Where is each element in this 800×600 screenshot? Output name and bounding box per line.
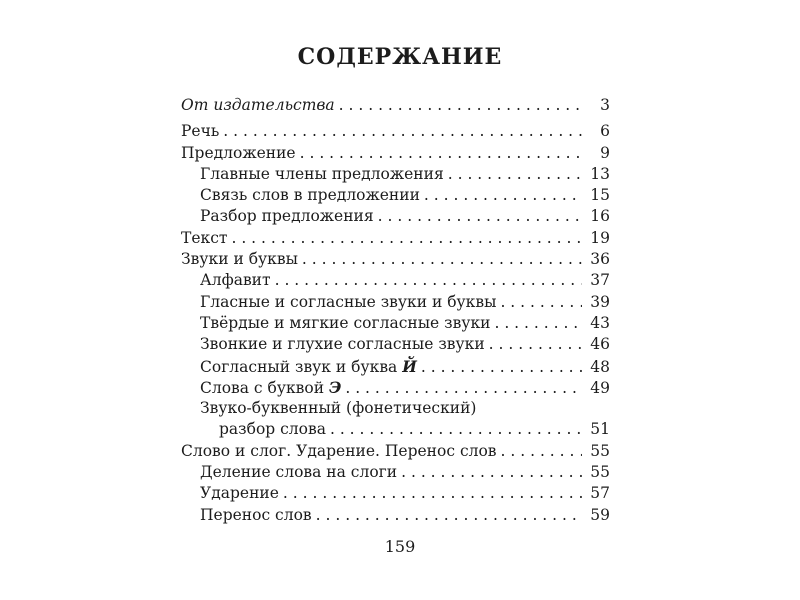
toc-entry bbox=[181, 334, 610, 355]
toc-entry bbox=[181, 249, 610, 270]
toc-entry-label: Разбор предложения bbox=[200, 207, 374, 226]
toc-entry bbox=[181, 377, 610, 398]
toc-entry-page: 37 bbox=[590, 271, 610, 290]
dot-leader bbox=[316, 505, 582, 526]
toc-entry bbox=[181, 206, 610, 227]
toc-entry-page: 6 bbox=[600, 122, 610, 141]
dot-leader bbox=[500, 292, 582, 313]
toc-entry-page: 59 bbox=[590, 505, 610, 524]
toc-entry-label: Главные члены предложения bbox=[200, 164, 444, 183]
toc-entry bbox=[181, 270, 610, 291]
toc-entry-label: Ударение bbox=[200, 484, 279, 503]
contents-title: СОДЕРЖАНИЕ bbox=[297, 44, 503, 70]
dot-leader bbox=[501, 441, 582, 462]
toc-entry bbox=[181, 95, 610, 116]
dot-leader bbox=[345, 378, 582, 399]
dot-leader bbox=[448, 164, 582, 185]
toc-entry-label: Звонкие и глухие согласные звуки bbox=[200, 335, 485, 354]
toc-entry-label bbox=[200, 377, 341, 399]
dot-leader bbox=[401, 462, 582, 483]
toc-entry bbox=[181, 398, 610, 419]
toc-entry bbox=[181, 313, 610, 334]
toc-entry-label: Звуки и буквы bbox=[181, 250, 298, 269]
dot-leader bbox=[302, 249, 582, 270]
toc-entry-letter: Й bbox=[402, 356, 417, 376]
toc-entry bbox=[181, 356, 610, 377]
toc-entry bbox=[181, 164, 610, 185]
dot-leader bbox=[339, 95, 582, 116]
toc-entry-label-text: Согласный звук и буква bbox=[200, 357, 403, 376]
toc-entry-label: Слово и слог. Ударение. Перенос слов bbox=[181, 441, 497, 460]
toc-entry-page: 46 bbox=[590, 335, 610, 354]
toc-entry-page: 55 bbox=[590, 441, 610, 460]
dot-leader bbox=[489, 334, 582, 355]
toc-entry bbox=[181, 121, 610, 142]
toc-entry bbox=[181, 292, 610, 313]
toc-entry-page: 19 bbox=[590, 228, 610, 247]
toc-entry-page: 49 bbox=[590, 378, 610, 397]
toc-entry-label: Звуко-буквенный (фонетический) bbox=[200, 399, 477, 418]
toc-entry bbox=[181, 483, 610, 504]
toc-entry-label: Связь слов в предложении bbox=[200, 186, 420, 205]
dot-leader bbox=[300, 143, 582, 164]
toc-entry-page: 16 bbox=[590, 207, 610, 226]
toc-entry bbox=[181, 228, 610, 249]
dot-leader bbox=[494, 313, 582, 334]
toc-entry-label bbox=[200, 356, 417, 378]
dot-leader bbox=[421, 357, 582, 378]
toc-entry-page: 43 bbox=[590, 313, 610, 332]
toc-entry-page: 48 bbox=[590, 357, 610, 376]
toc-entry-page: 3 bbox=[600, 96, 610, 114]
toc-entry-label: Твёрдые и мягкие согласные звуки bbox=[200, 313, 491, 332]
toc-entry bbox=[181, 462, 610, 483]
table-of-contents bbox=[181, 95, 610, 526]
dot-leader bbox=[231, 228, 582, 249]
toc-entry-page: 15 bbox=[590, 186, 610, 205]
dot-leader bbox=[424, 185, 582, 206]
toc-entry-label: От издательства bbox=[181, 96, 335, 114]
toc-entry-label: Предложение bbox=[181, 143, 296, 162]
dot-leader bbox=[223, 121, 582, 142]
toc-entry-label: Алфавит bbox=[200, 271, 271, 290]
toc-entry-page: 57 bbox=[590, 484, 610, 503]
toc-entry bbox=[181, 505, 610, 526]
toc-entry-letter: Э bbox=[329, 377, 342, 397]
toc-entry-page: 13 bbox=[590, 164, 610, 183]
toc-entry-label: Текст bbox=[181, 228, 228, 247]
toc-entry-page: 36 bbox=[590, 250, 610, 269]
toc-entry-page: 39 bbox=[590, 292, 610, 311]
toc-entry-page: 51 bbox=[590, 420, 610, 439]
toc-entry-label: Гласные и согласные звуки и буквы bbox=[200, 292, 497, 311]
page-number: 159 bbox=[384, 537, 416, 556]
toc-entry-page: 9 bbox=[600, 143, 610, 162]
toc-entry-label: Перенос слов bbox=[200, 505, 312, 524]
toc-entry bbox=[181, 419, 610, 440]
toc-entry bbox=[181, 185, 610, 206]
dot-leader bbox=[275, 270, 582, 291]
toc-entry bbox=[181, 143, 610, 164]
dot-leader bbox=[283, 483, 582, 504]
toc-entry-page: 55 bbox=[590, 463, 610, 482]
toc-entry-label: Речь bbox=[181, 122, 220, 141]
dot-leader bbox=[378, 206, 582, 227]
toc-entry-label-text: Слова с буквой bbox=[200, 378, 329, 397]
toc-entry bbox=[181, 441, 610, 462]
toc-entry-label: разбор слова bbox=[219, 420, 326, 439]
toc-entry-label: Деление слова на слоги bbox=[200, 463, 398, 482]
dot-leader bbox=[330, 419, 582, 440]
